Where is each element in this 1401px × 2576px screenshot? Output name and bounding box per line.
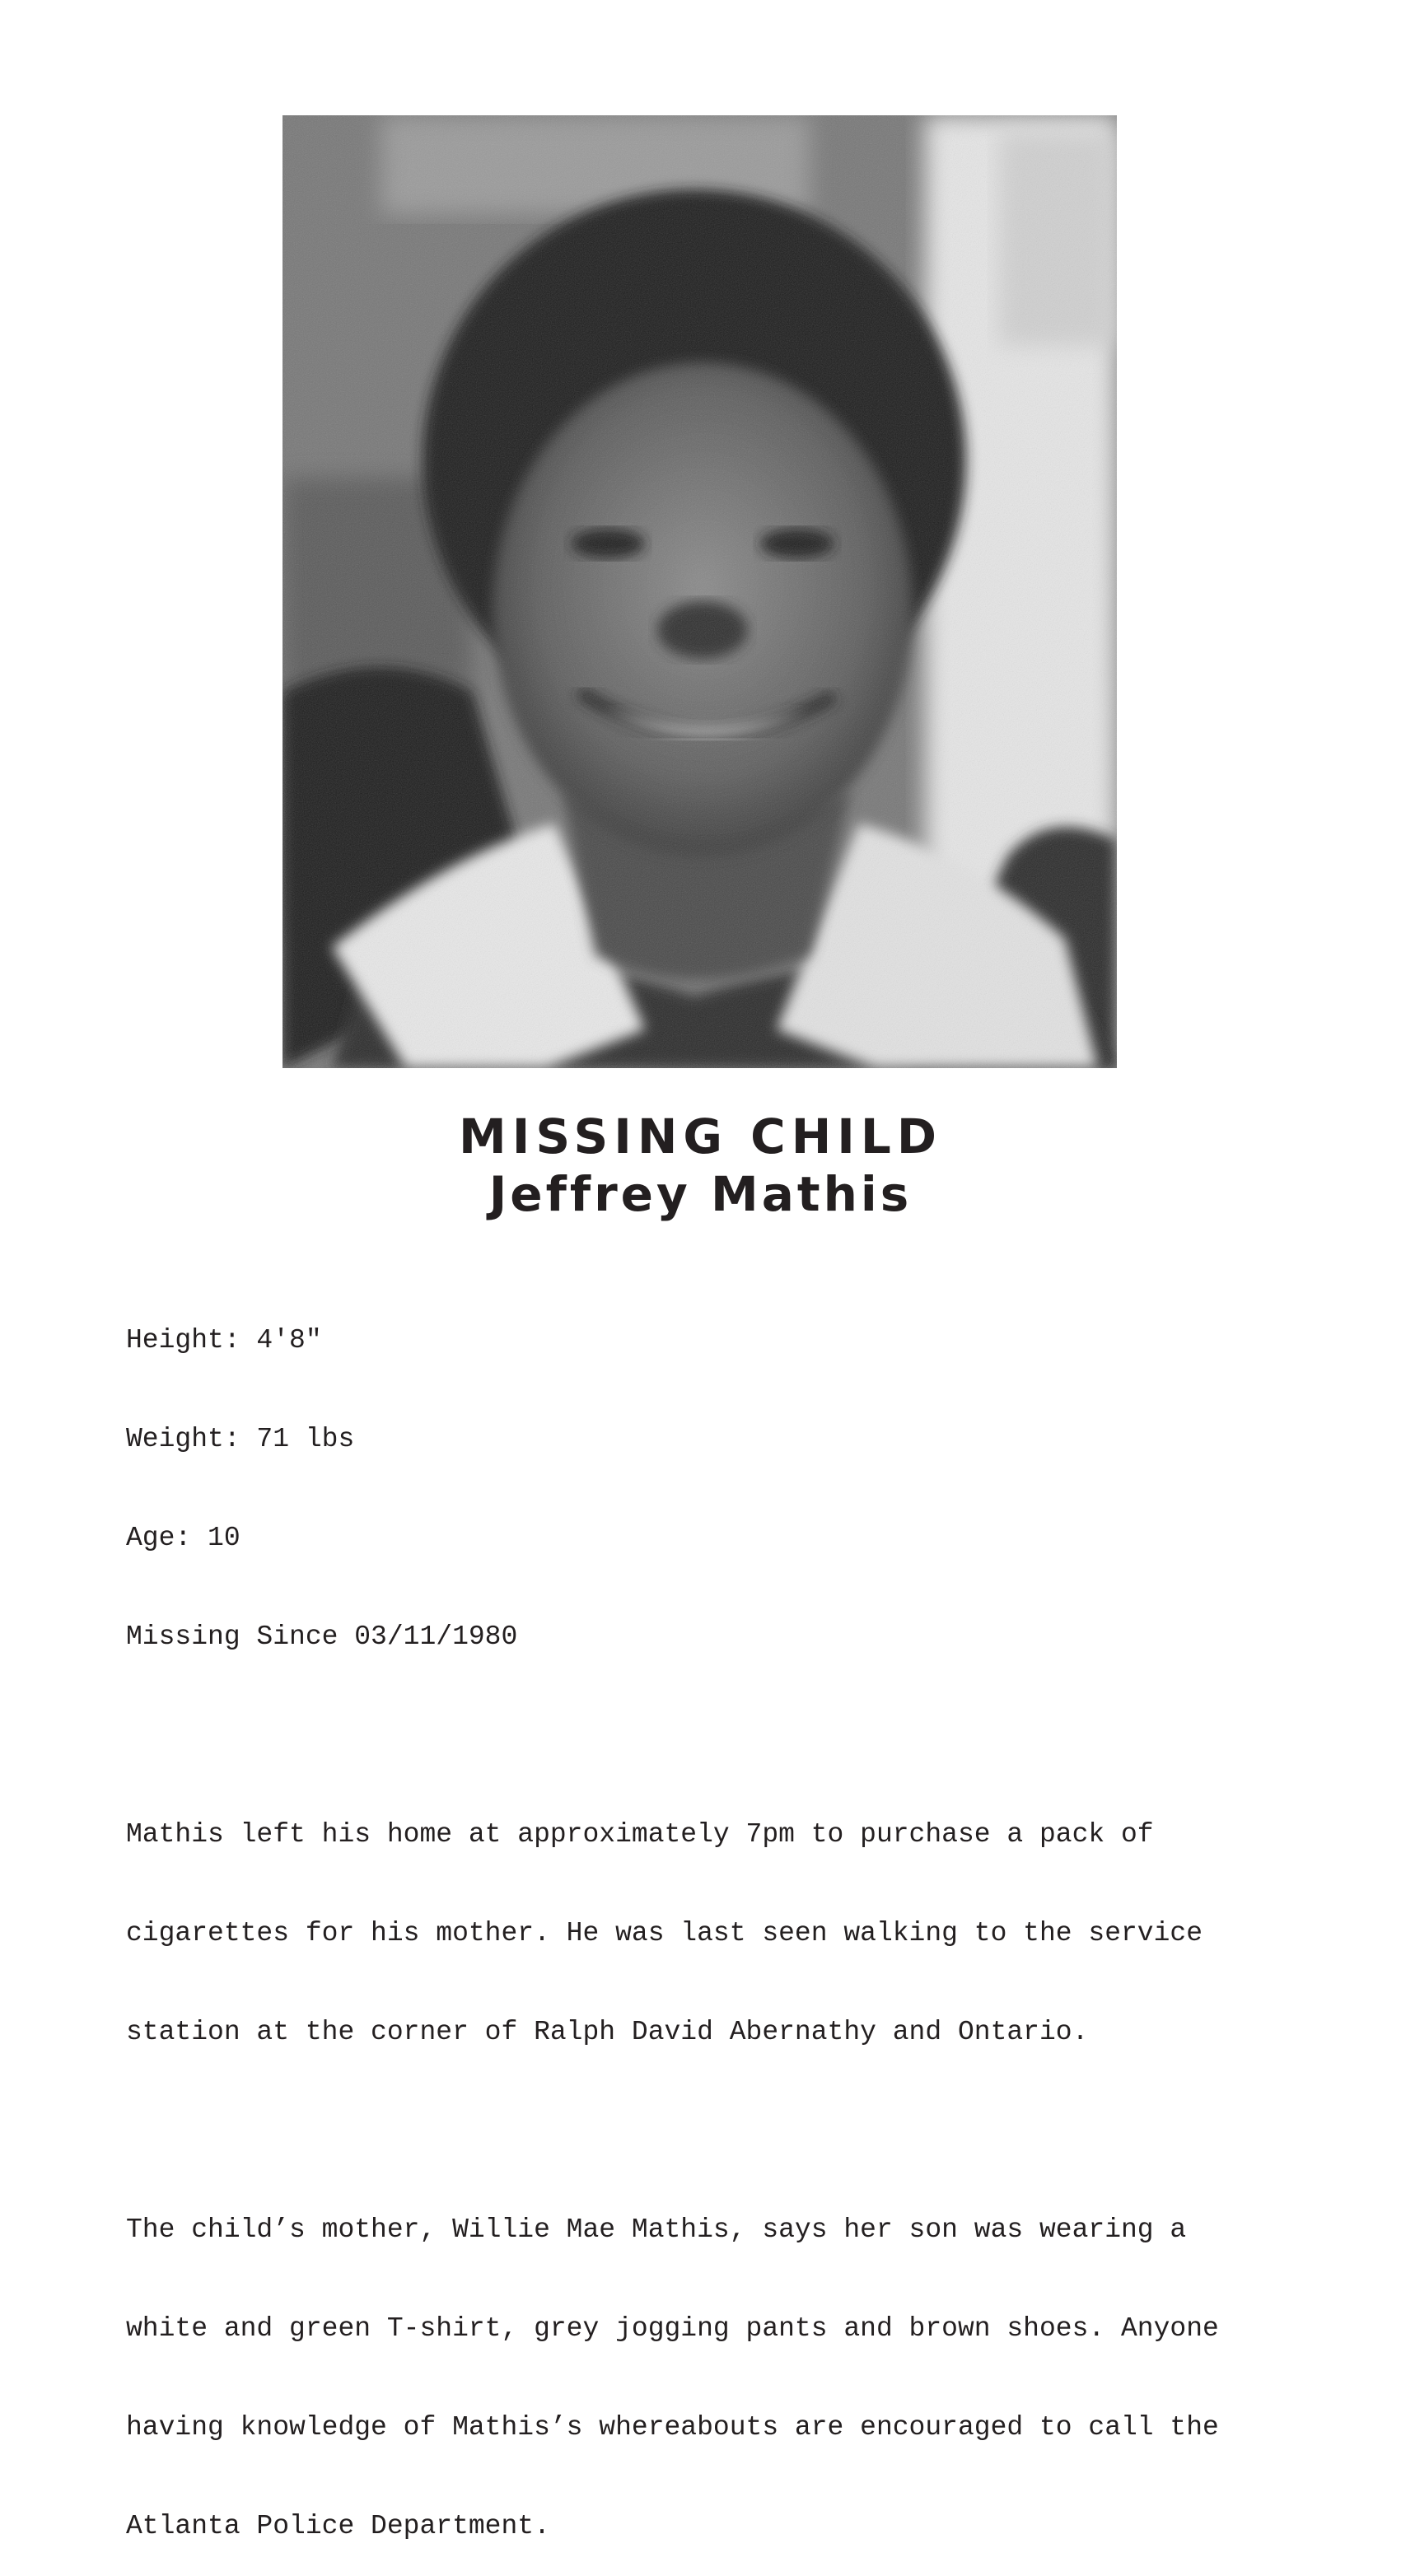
paragraph-spacer xyxy=(126,2115,1296,2148)
description-line: Mathis left his home at approximately 7pm to purchase a pack of xyxy=(126,1819,1154,1850)
missing-person-name: Jeffrey Mathis xyxy=(488,1166,913,1222)
appeal-line: having knowledge of Mathis’s whereabouts are encouraged to call the xyxy=(126,2412,1219,2443)
missing-person-details xyxy=(126,1258,1296,2576)
weight-stat: Weight: 71 lbs xyxy=(126,1424,355,1454)
poster-heading xyxy=(0,1108,1401,1223)
height-stat: Height: 4'8" xyxy=(126,1325,322,1356)
appeal-line: Atlanta Police Department. xyxy=(126,2511,550,2541)
appeal-line: white and green T-shirt, grey jogging pants and brown shoes. Anyone xyxy=(126,2313,1219,2344)
child-portrait-photo xyxy=(283,115,1117,1068)
description-line: cigarettes for his mother. He was last seen walking to the service xyxy=(126,1918,1203,1948)
poster-title: MISSING CHILD xyxy=(459,1108,942,1164)
description-line: station at the corner of Ralph David Abernathy and Ontario. xyxy=(126,2017,1089,2047)
paragraph-spacer xyxy=(126,1720,1296,1752)
age-stat: Age: 10 xyxy=(126,1523,241,1553)
missing-since-stat: Missing Since 03/11/1980 xyxy=(126,1622,518,1652)
appeal-line: The child’s mother, Willie Mae Mathis, says her son was wearing a xyxy=(126,2214,1187,2245)
